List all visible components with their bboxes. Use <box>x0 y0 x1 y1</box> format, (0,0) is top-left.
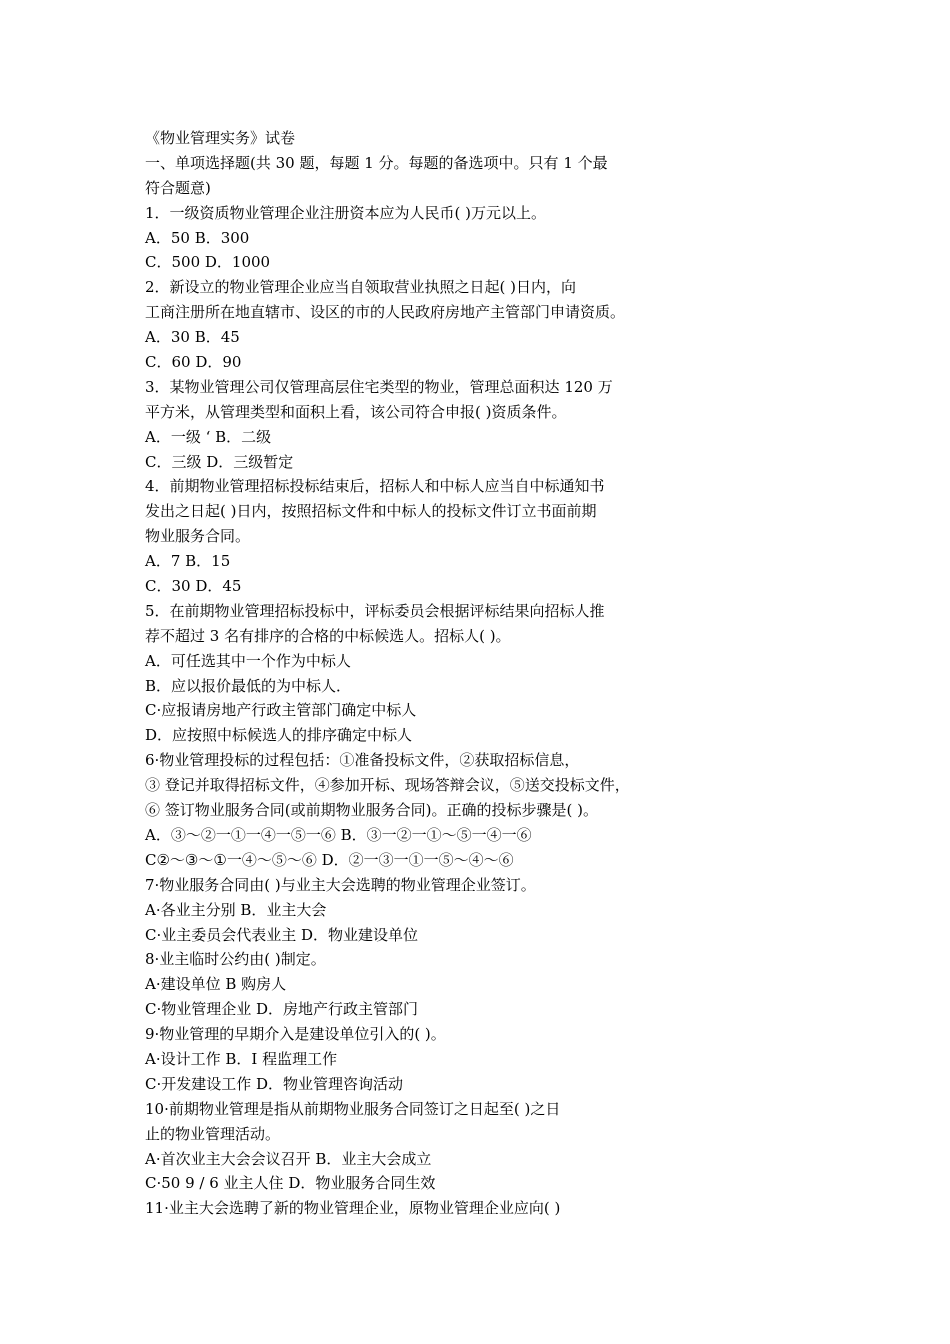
question-2: 2．新设立的物业管理企业应当自领取营业执照之日起( )日内，向 <box>145 278 577 297</box>
question-4-continued-2: 物业服务合同。 <box>145 527 251 546</box>
question-3: 3．某物业管理公司仅管理高层住宅类型的物业，管理总面积达 120 万 <box>145 377 613 396</box>
question-4-continued: 发出之日起( )日内，按照招标文件和中标人的投标文件订立书面前期 <box>145 502 597 521</box>
question-2-continued: 工商注册所在地直辖市、设区的市的人民政府房地产主管部门申请资质。 <box>145 303 626 322</box>
question-6-options-ab: A．③～②一①一④一⑤一⑥ B．③一②一①～⑤一④一⑥ <box>145 825 532 844</box>
question-1: 1．一级资质物业管理企业注册资本应为人民币( )万元以上。 <box>145 203 547 222</box>
question-4: 4．前期物业管理招标投标结束后，招标人和中标人应当自中标通知书 <box>145 477 605 496</box>
question-3-continued: 平方米，从管理类型和面积上看，该公司符合申报( )资质条件。 <box>145 402 567 421</box>
question-5-option-b: B．应以报价最低的为中标人． <box>145 676 352 695</box>
question-5-option-c: C·应报请房地产行政主管部门确定中标人 <box>145 701 417 720</box>
question-8-options-cd: C·物业管理企业 D．房地产行政主管部门 <box>145 1000 419 1019</box>
question-8: 8·业主临时公约由( )制定。 <box>145 950 326 969</box>
question-10-options-cd: C·50 9 / 6 业主人住 D．物业服务合同生效 <box>145 1174 436 1193</box>
section-heading: 一、单项选择题(共 30 题，每题 1 分。每题的备选项中。只有 1 个最 <box>145 153 608 172</box>
question-10: 10·前期物业管理是指从前期物业服务合同签订之日起至( )之日 <box>145 1099 561 1118</box>
question-3-options-cd: C．三级 D．三级暂定 <box>145 452 294 471</box>
question-3-options-ab: A．一级 ‘ B．二级 <box>145 427 272 446</box>
question-1-options-cd: C．500 D．1000 <box>145 253 271 272</box>
question-9: 9·物业管理的早期介入是建设单位引入的( )。 <box>145 1025 446 1044</box>
question-5-continued: 荐不超过 3 名有排序的合格的中标候选人。招标人( )。 <box>145 626 511 645</box>
question-1-options-ab: A．50 B．300 <box>145 228 250 247</box>
question-9-options-ab: A·设计工作 B．I 程监理工作 <box>145 1049 338 1068</box>
question-2-options-cd: C．60 D．90 <box>145 353 242 372</box>
document-title: 《物业管理实务》试卷 <box>145 129 296 147</box>
question-9-options-cd: C·开发建设工作 D．物业管理咨询活动 <box>145 1074 404 1093</box>
question-6-continued: ③ 登记并取得招标文件，④参加开标、现场答辩会议，⑤送交投标文件， <box>145 776 630 795</box>
question-4-options-cd: C．30 D．45 <box>145 577 242 596</box>
question-10-options-ab: A·首次业主大会会议召开 B．业主大会成立 <box>145 1149 432 1168</box>
document-body <box>145 126 705 1221</box>
question-2-options-ab: A．30 B．45 <box>145 328 240 347</box>
question-5-option-d: D．应按照中标候选人的排序确定中标人 <box>145 726 413 745</box>
question-5: 5．在前期物业管理招标投标中，评标委员会根据评标结果向招标人推 <box>145 601 605 620</box>
question-7-options-ab: A·各业主分别 B．业主大会 <box>145 900 327 919</box>
question-4-options-ab: A．7 B．15 <box>145 552 231 571</box>
question-8-options-ab: A·建设单位 B 购房人 <box>145 975 287 994</box>
question-10-continued: 止的物业管理活动。 <box>145 1124 281 1143</box>
question-5-option-a: A．可任选其中一个作为中标人 <box>145 651 351 670</box>
question-7: 7·物业服务合同由( )与业主大会选聘的物业管理企业签订。 <box>145 875 536 894</box>
question-6-continued-2: ⑥ 签订物业服务合同(或前期物业服务合同)。正确的投标步骤是( )。 <box>145 801 598 820</box>
question-6: 6·物业管理投标的过程包括：①准备投标文件，②获取招标信息， <box>145 751 580 770</box>
section-heading-continued: 符合题意) <box>145 178 211 197</box>
question-6-options-cd: C②～③～①一④～⑤～⑥ D．②一③一①一⑤～④～⑥ <box>145 850 514 869</box>
question-11: 11·业主大会选聘了新的物业管理企业，原物业管理企业应向( ) <box>145 1199 561 1218</box>
question-7-options-cd: C·业主委员会代表业主 D．物业建设单位 <box>145 925 419 944</box>
